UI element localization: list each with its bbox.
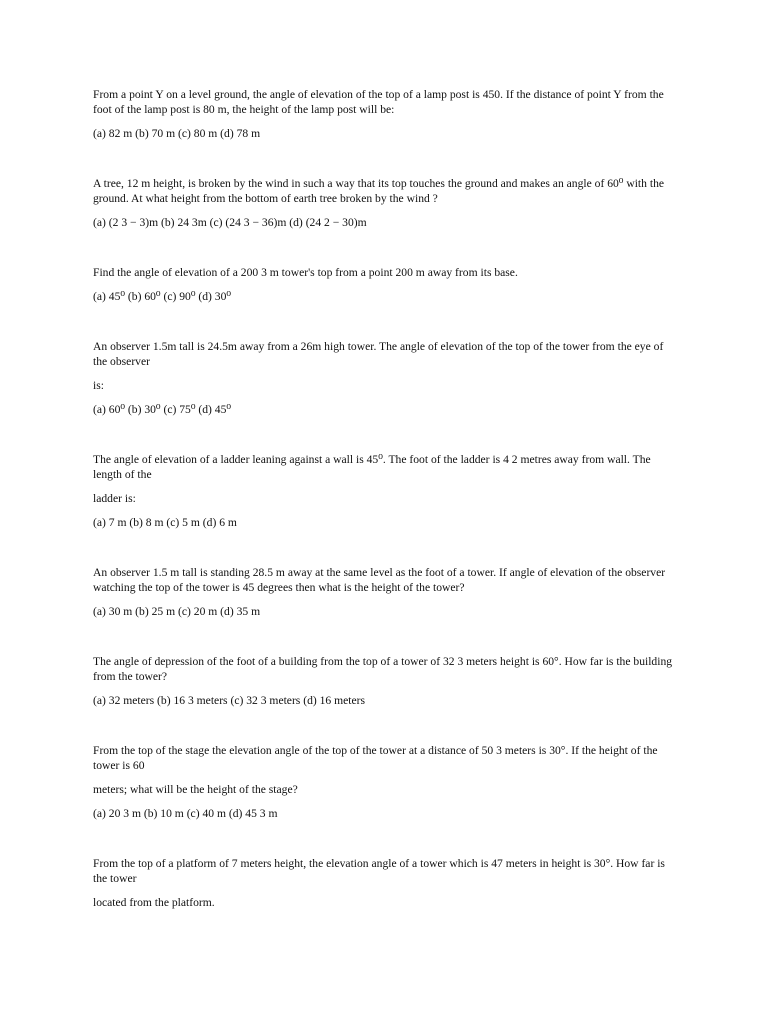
question-text: An observer 1.5 m tall is standing 28.5 m away at the same level as the foot of a tower. If angle of elevation of the observer watching the top of the tower is 45 degrees then what is the height of the tower?	[93, 566, 666, 594]
question-block	[93, 743, 676, 821]
question-text: Find the angle of elevation of a 200 3 m tower's top from a point 200 m away from its base.	[93, 266, 518, 279]
answer-options: (a) (2 3 − 3)m (b) 24 3m (c) (24 3 − 36)m (d) (24 2 − 30)m	[93, 216, 367, 229]
question-text: A tree, 12 m height, is broken by the wind in such a way that its top touches the ground and makes an angle of 60⁰ with the ground. At what height from the bottom of earth tree broken by the wind ?	[93, 177, 665, 205]
question-text: The angle of elevation of a ladder leaning against a wall is 45⁰. The foot of the ladder is 4 2 metres away from wall. The length of the	[93, 453, 651, 481]
answer-options: (a) 20 3 m (b) 10 m (c) 40 m (d) 45 3 m	[93, 807, 278, 820]
question-text-continued: is:	[93, 379, 104, 392]
answer-options: (a) 82 m (b) 70 m (c) 80 m (d) 78 m	[93, 127, 261, 140]
question-text: An observer 1.5m tall is 24.5m away from a 26m high tower. The angle of elevation of the top of the tower from the eye of the observer	[93, 340, 664, 368]
question-text-continued: located from the platform.	[93, 896, 215, 909]
answer-options: (a) 60⁰ (b) 30⁰ (c) 75⁰ (d) 45⁰	[93, 403, 232, 416]
question-text-continued: meters; what will be the height of the stage?	[93, 783, 298, 796]
question-block	[93, 339, 676, 417]
question-text: The angle of depression of the foot of a building from the top of a tower of 32 3 meters height is 60°. How far is the building from the tower?	[93, 655, 673, 683]
question-text: From the top of a platform of 7 meters height, the elevation angle of a tower which is 47 meters in height is 30°. How far is the tower	[93, 857, 665, 885]
question-block	[93, 452, 676, 530]
question-block	[93, 87, 676, 141]
question-block	[93, 176, 676, 230]
answer-options: (a) 7 m (b) 8 m (c) 5 m (d) 6 m	[93, 516, 237, 529]
question-block	[93, 654, 676, 708]
question-text: From a point Y on a level ground, the angle of elevation of the top of a lamp post is 450. If the distance of point Y from the foot of the lamp post is 80 m, the height of the lamp post will be:	[93, 88, 664, 116]
question-text-continued: ladder is:	[93, 492, 136, 505]
answer-options: (a) 32 meters (b) 16 3 meters (c) 32 3 meters (d) 16 meters	[93, 694, 366, 707]
question-block	[93, 856, 676, 910]
question-block	[93, 565, 676, 619]
question-text: From the top of the stage the elevation angle of the top of the tower at a distance of 50 3 meters is 30°. If the height of the tower is 60	[93, 744, 658, 772]
answer-options: (a) 30 m (b) 25 m (c) 20 m (d) 35 m	[93, 605, 261, 618]
question-block	[93, 265, 676, 304]
answer-options: (a) 45⁰ (b) 60⁰ (c) 90⁰ (d) 30⁰	[93, 290, 232, 303]
